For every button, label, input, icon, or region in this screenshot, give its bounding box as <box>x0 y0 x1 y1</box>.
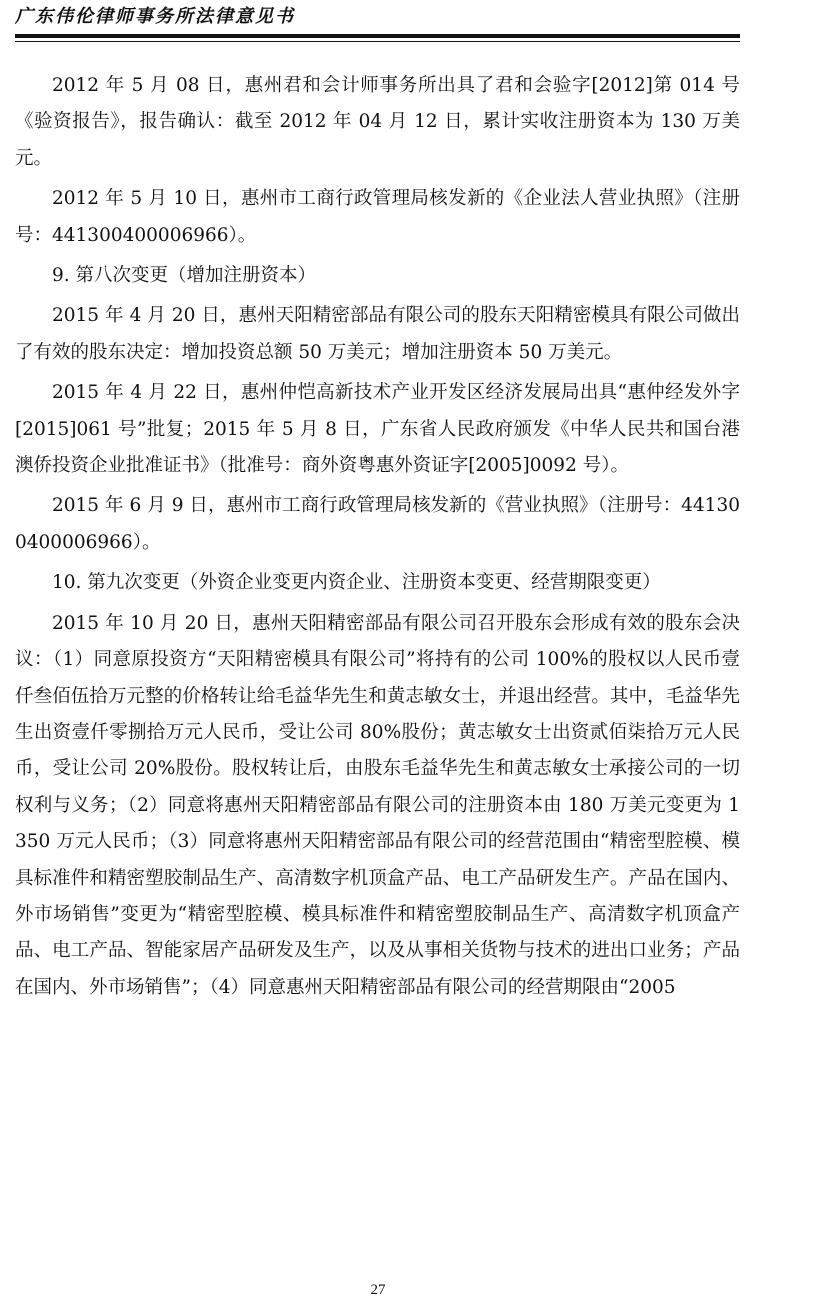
header-rule-thick <box>15 34 740 38</box>
document-header <box>15 6 740 28</box>
section-heading-9th-change: 10. 第九次变更（外资企业变更内资企业、注册资本变更、经营期限变更） <box>52 572 661 594</box>
paragraph-shareholder-resolution: 2015 年 10 月 20 日，惠州天阳精密部品有限公司召开股东会形成有效的股东会决议：（1）同意原投资方“天阳精密模具有限公司”将持有的公司 100%的股权以人民币壹仟叁佰伍拾万元整的价格转让给毛益华先生和黄志敏女士，并退出经营。其中，毛益华先生出资壹仟零捌拾万元人民币，受让公司 80%股份；黄志敏女士出资贰佰柒拾万元人民币，受让公司 20%股份。股权转让后，由股东毛益华先生和黄志敏女士承接公司的一切权利与义务；（2）同意将惠州天阳精密部品有限公司的注册资本由 180 万美元变更为 1350 万元人民币；（3）同意将惠州天阳精密部品有限公司的经营范围由“精密型腔模、模具标准件和精密塑胶制品生产、高清数字机顶盒产品、电工产品研发生产。产品在国内、外市场销售”变更为“精密型腔模、模具标准件和精密塑胶制品生产、高清数字机顶盒产品、电工产品、智能家居产品研发及生产，以及从事相关货物与技术的进出口业务；产品在国内、外市场销售”；（4）同意惠州天阳精密部品有限公司的经营期限由“2005 <box>15 612 740 998</box>
paragraph-approval-2015: 2015 年 4 月 22 日，惠州仲恺高新技术产业开发区经济发展局出具“惠仲经发外字[2015]061 号”批复；2015 年 5 月 8 日，广东省人民政府颁发《中华人民共和国台港澳侨投资企业批准证书》（批准号：商外资粤惠外资证字[2005]0092 号）。 <box>15 382 740 477</box>
header-title: 广东伟伦律师事务所法律意见书 <box>15 6 295 27</box>
paragraph-shareholder-decision: 2015 年 4 月 20 日，惠州天阳精密部品有限公司的股东天阳精密模具有限公司做出了有效的股东决定：增加投资总额 50 万美元；增加注册资本 50 万美元。 <box>15 305 740 363</box>
paragraph-license-2012: 2012 年 5 月 10 日，惠州市工商行政管理局核发新的《企业法人营业执照》（注册号：441300400006966）。 <box>15 188 740 246</box>
section-heading-8th-change: 9. 第八次变更（增加注册资本） <box>52 265 317 287</box>
paragraph-capital-verification: 2012 年 5 月 08 日，惠州君和会计师事务所出具了君和会验字[2012]第 014 号《验资报告》，报告确认：截至 2012 年 04 月 12 日，累计实收注册资本为 130 万美元。 <box>15 75 740 169</box>
header-rule-thin <box>15 41 740 42</box>
document-body <box>15 68 740 1006</box>
paragraph-license-2015: 2015 年 6 月 9 日，惠州市工商行政管理局核发新的《营业执照》（注册号：441300400006966）。 <box>15 495 740 553</box>
page-number: 27 <box>370 1282 386 1298</box>
